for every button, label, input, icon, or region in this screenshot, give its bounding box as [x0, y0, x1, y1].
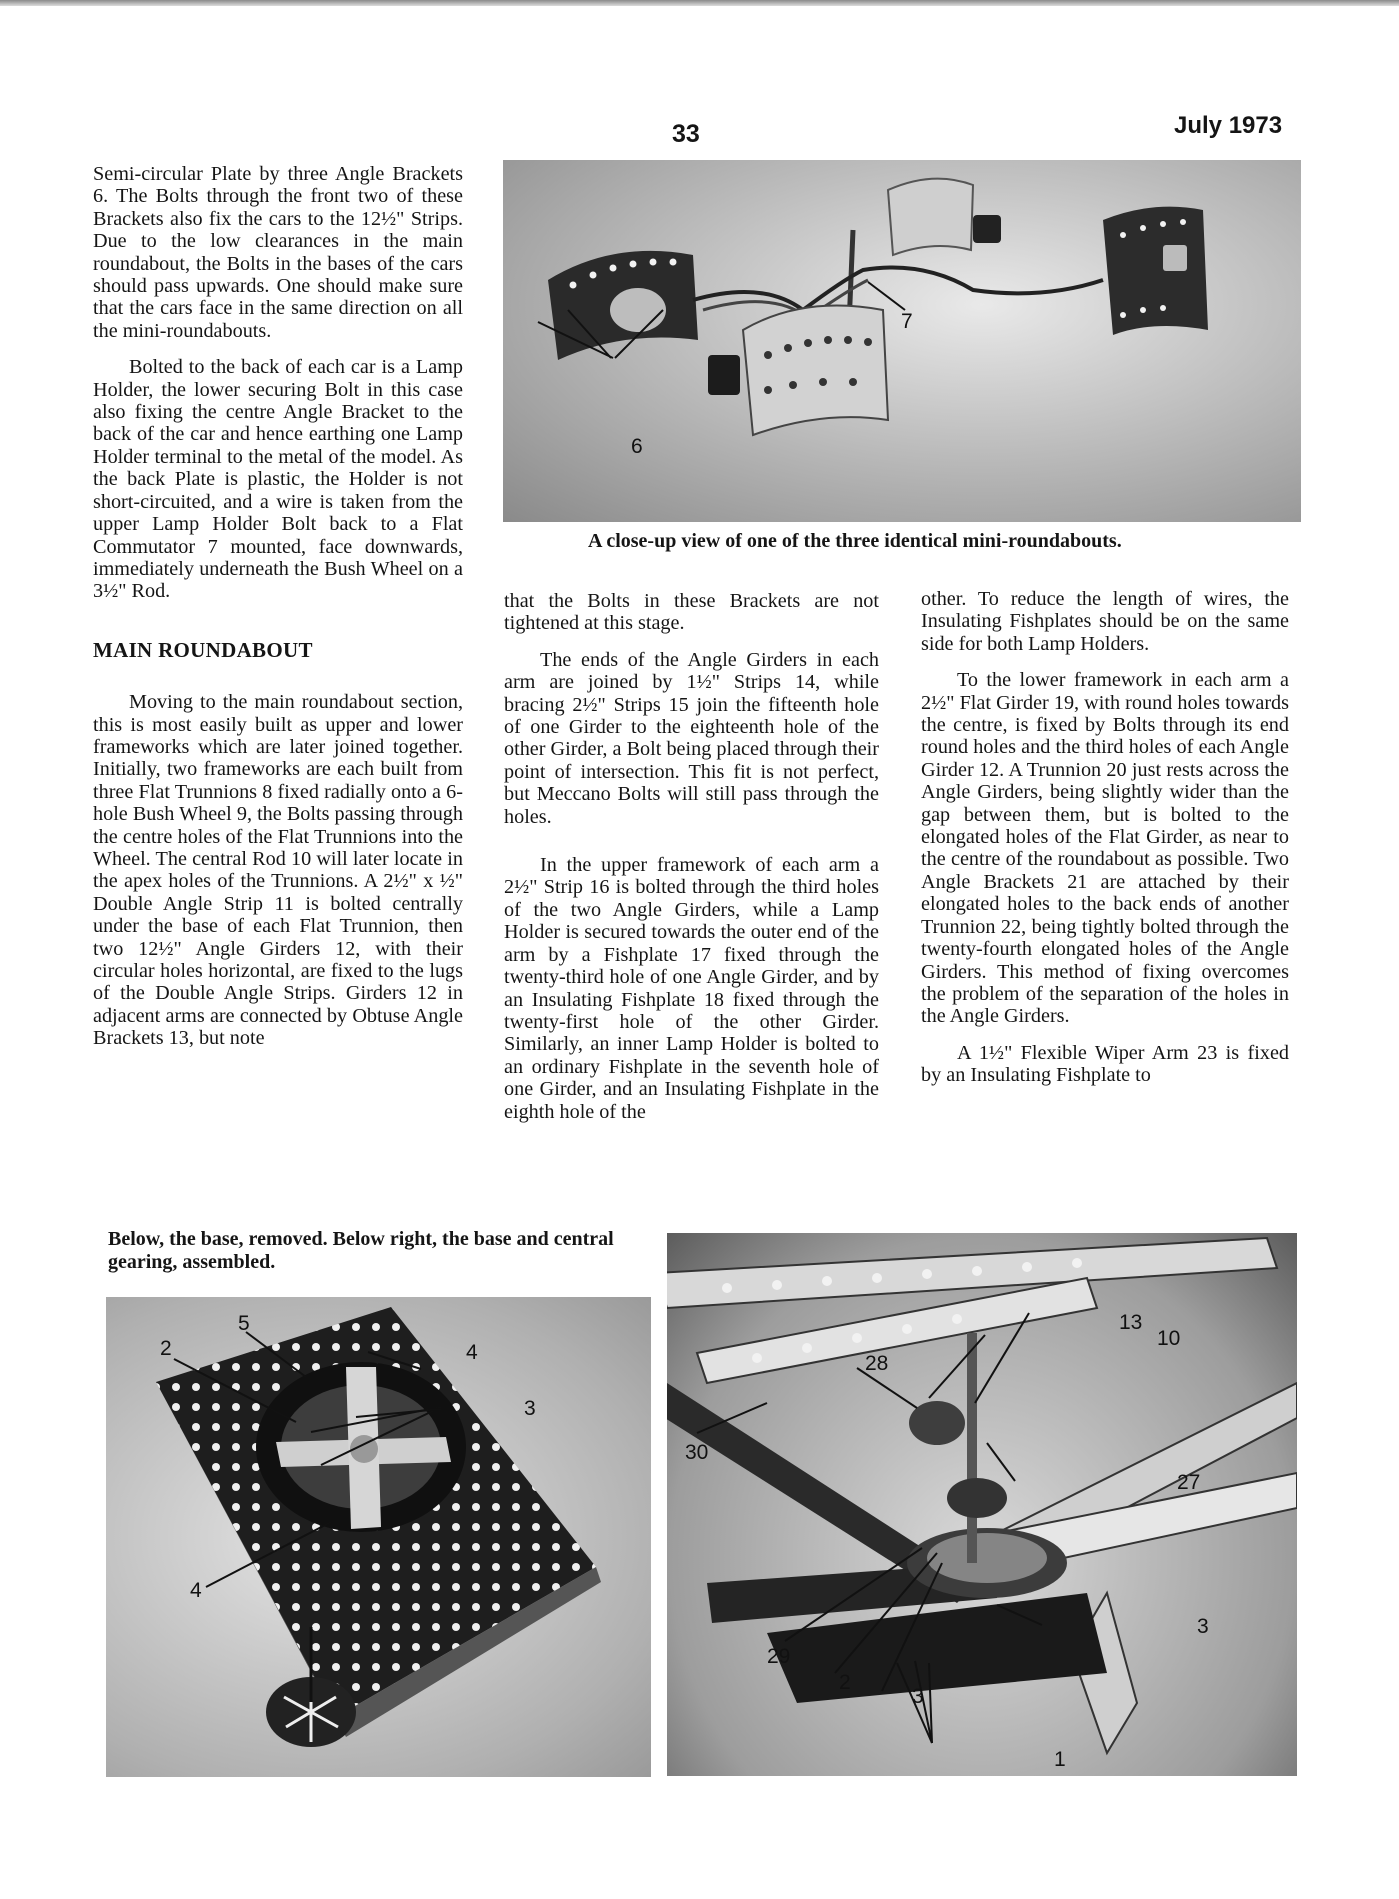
- mini-roundabout-photo: [503, 160, 1301, 522]
- base-label-4-lower: 4: [190, 1579, 202, 1602]
- base-label-4: 4: [466, 1341, 478, 1364]
- gear-label-2: 2: [839, 1671, 851, 1694]
- gear-label-29: 29: [767, 1645, 791, 1668]
- col2-paragraph: that the Bolts in these Brackets are not tightened at this stage.: [504, 590, 879, 635]
- base-photo: [106, 1297, 651, 1777]
- mini-label-7: 7: [901, 310, 913, 333]
- gear-label-30: 30: [685, 1441, 709, 1464]
- gear-label-3-lower: 3: [912, 1685, 924, 1708]
- gear-label-10: 10: [1157, 1327, 1181, 1350]
- gear-label-1: 1: [1054, 1748, 1066, 1771]
- gear-label-28: 28: [865, 1352, 889, 1375]
- col3-paragraph: To the lower framework in each arm a 2½" Flat Girder 19, with round holes towards the centre, is fixed by Bolts through its end round holes and the third holes of each Angle Girder 12. A Trunnion 20 just rests across the Angle Girders, being slightly wider than the gap between them, but is bolted to the elongated holes of the Flat Girder, as near to the centre of the roundabout as possible. Two Angle Brackets 21 are attached by their elongated holes to the back ends of another Trunnion 22, being tightly bolted through the twenty-fourth elongated holes of the Angle Girders. This method of fixing overcomes the problem of the separation of the holes in the Angle Girders.: [921, 669, 1289, 1028]
- text-column-1: [93, 163, 463, 1064]
- base-caption: Below, the base, removed. Below right, the base and central gearing, assembled.: [108, 1228, 614, 1273]
- col1-paragraph: Moving to the main roundabout section, this is most easily built as upper and lower frameworks which are later joined together. Initially, two frameworks are each built from three Flat Trunnions 8 fixed radially onto a 6-hole Bush Wheel 9, the Bolts passing through the centre holes of the Flat Trunnions into the Wheel. The central Rod 10 will later locate in the apex holes of the Trunnions. A 2½" x ½" Double Angle Strip 11 is bolted centrally under the base of each Flat Trunnion, then two 12½" Angle Girders 12, with their circular holes horizontal, are fixed to the lugs of the Double Angle Strips. Girders 12 in adjacent arms are connected by Obtuse Angle Brackets 13, but note: [93, 691, 463, 1050]
- base-label-5: 5: [238, 1312, 250, 1335]
- base-label-3: 3: [524, 1397, 536, 1420]
- col3-paragraph: A 1½" Flexible Wiper Arm 23 is fixed by an Insulating Fishplate to: [921, 1041, 1289, 1087]
- gearing-illustration: [667, 1233, 1297, 1776]
- page-top-edge: [0, 0, 1399, 6]
- section-heading: MAIN ROUNDABOUT: [93, 637, 313, 662]
- mini-roundabout-illustration: [503, 160, 1301, 522]
- gearing-photo: [667, 1233, 1297, 1776]
- issue-date: July 1973: [1174, 112, 1283, 139]
- base-label-2: 2: [160, 1337, 172, 1360]
- gear-label-3-right: 3: [1197, 1615, 1209, 1638]
- col3-paragraph: other. To reduce the length of wires, the Insulating Fishplates should be on the same side for both Lamp Holders.: [921, 588, 1289, 655]
- gear-label-27: 27: [1177, 1471, 1201, 1494]
- col1-paragraph: Bolted to the back of each car is a Lamp Holder, the lower securing Bolt in this case also fixing the centre Angle Bracket to the back of the car and hence earthing one Lamp Holder terminal to the metal of the model. As the back Plate is plastic, the Holder is not short-circuited, and a wire is taken from the upper Lamp Holder Bolt back to a Flat Commutator 7 mounted, face downwards, immediately underneath the Bush Wheel on a 3½" Rod.: [93, 356, 463, 603]
- mini-label-6: 6: [631, 435, 643, 458]
- gear-label-13: 13: [1119, 1311, 1143, 1334]
- col2-paragraph: In the upper framework of each arm a 2½" Strip 16 is bolted through the third holes of the two Angle Girders, while a Lamp Holder is secured towards the outer end of the arm by a Fishplate 17 fixed through the twenty-third hole of one Angle Girder, and by an Insulating Fishplate 18 fixed through the twenty-first hole of the other Girder. Similarly, an inner Lamp Holder is bolted to an ordinary Fishplate in the seventh hole of one Girder, and an Insulating Fishplate in the eighth hole of the: [504, 854, 879, 1123]
- col1-paragraph: Semi-circular Plate by three Angle Brackets 6. The Bolts through the front two of these Brackets also fix the cars to the 12½" Strips. Due to the low clearances in the main roundabout, the Bolts in the bases of the cars should pass upwards. One should make sure that the cars face in the same direction on all the mini-roundabouts.: [93, 163, 463, 342]
- base-illustration: [106, 1297, 651, 1777]
- mini-roundabout-caption: A close-up view of one of the three identical mini-roundabouts.: [588, 530, 1122, 552]
- page-number: 33: [672, 120, 700, 148]
- text-column-3: [921, 588, 1289, 1101]
- text-column-2: [504, 590, 879, 1137]
- col2-paragraph: The ends of the Angle Girders in each arm are joined by 1½" Strips 14, while bracing 2½" Strips 15 join the fifteenth hole of one Girder to the eighteenth hole of the other Girder, a Bolt being placed through their point of intersection. This fit is not perfect, but Meccano Bolts will still pass through the holes.: [504, 648, 879, 828]
